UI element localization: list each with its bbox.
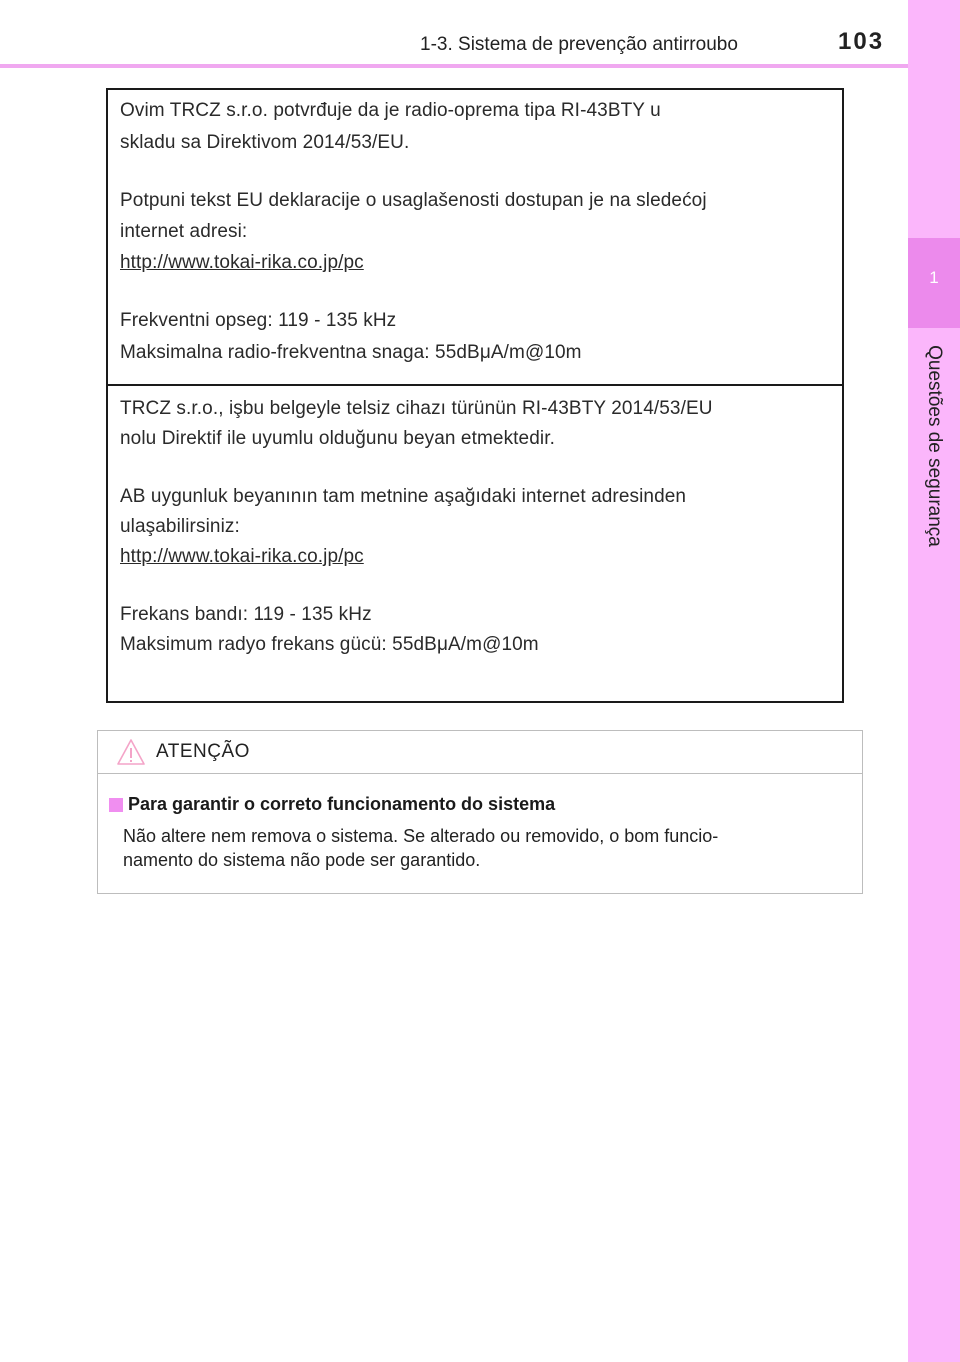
declaration-line: TRCZ s.r.o., işbu belgeyle telsiz cihazı türünün RI-43BTY 2014/53/EU [120, 398, 713, 419]
caution-text-line: namento do sistema não pode ser garantido. [123, 850, 481, 870]
page-number: 103 [838, 28, 885, 55]
chapter-side-tab [908, 0, 960, 1362]
declaration-line: internet adresi: [120, 221, 248, 242]
caution-header [98, 731, 862, 774]
caution-subtitle: Para garantir o correto funcionamento do sistema [128, 794, 556, 814]
header-divider [0, 64, 908, 68]
serbian-declaration [108, 90, 842, 386]
caution-label: ATENÇÃO [156, 741, 250, 762]
declaration-url-link[interactable]: http://www.tokai-rika.co.jp/pc [120, 546, 364, 567]
declaration-line: Frekventni opseg: 119 - 135 kHz [120, 310, 397, 331]
declaration-line: Frekans bandı: 119 - 135 kHz [120, 604, 372, 625]
declaration-url-link[interactable]: http://www.tokai-rika.co.jp/pc [120, 252, 364, 273]
declaration-box [106, 88, 844, 703]
caution-text-line: Não altere nem remova o sistema. Se alterado ou removido, o bom funcio- [123, 826, 719, 846]
declaration-line: Maksimum radyo frekans gücü: 55dBμA/m@10m [120, 634, 539, 655]
declaration-line: ulaşabilirsiniz: [120, 516, 240, 537]
turkish-declaration [108, 386, 842, 705]
declaration-line: skladu sa Direktivom 2014/53/EU. [120, 132, 410, 153]
declaration-line: Potpuni tekst EU deklaracije o usaglašenosti dostupan je na sledećoj [120, 190, 707, 211]
square-bullet-icon [109, 798, 123, 812]
caution-text [123, 824, 853, 872]
declaration-line: Ovim TRCZ s.r.o. potvrđuje da je radio-oprema tipa RI-43BTY u [120, 100, 661, 121]
chapter-number: 1 [929, 268, 939, 287]
declaration-line: Maksimalna radio-frekventna snaga: 55dBμA/m@10m [120, 342, 582, 363]
declaration-line: nolu Direktif ile uyumlu olduğunu beyan etmektedir. [120, 428, 555, 449]
section-title: 1-3. Sistema de prevenção antirroubo [420, 34, 738, 55]
chapter-title: Questões de segurança [924, 345, 945, 547]
declaration-line: AB uygunluk beyanının tam metnine aşağıdaki internet adresinden [120, 486, 687, 507]
warning-triangle-icon [116, 737, 146, 767]
caution-box [97, 730, 863, 894]
